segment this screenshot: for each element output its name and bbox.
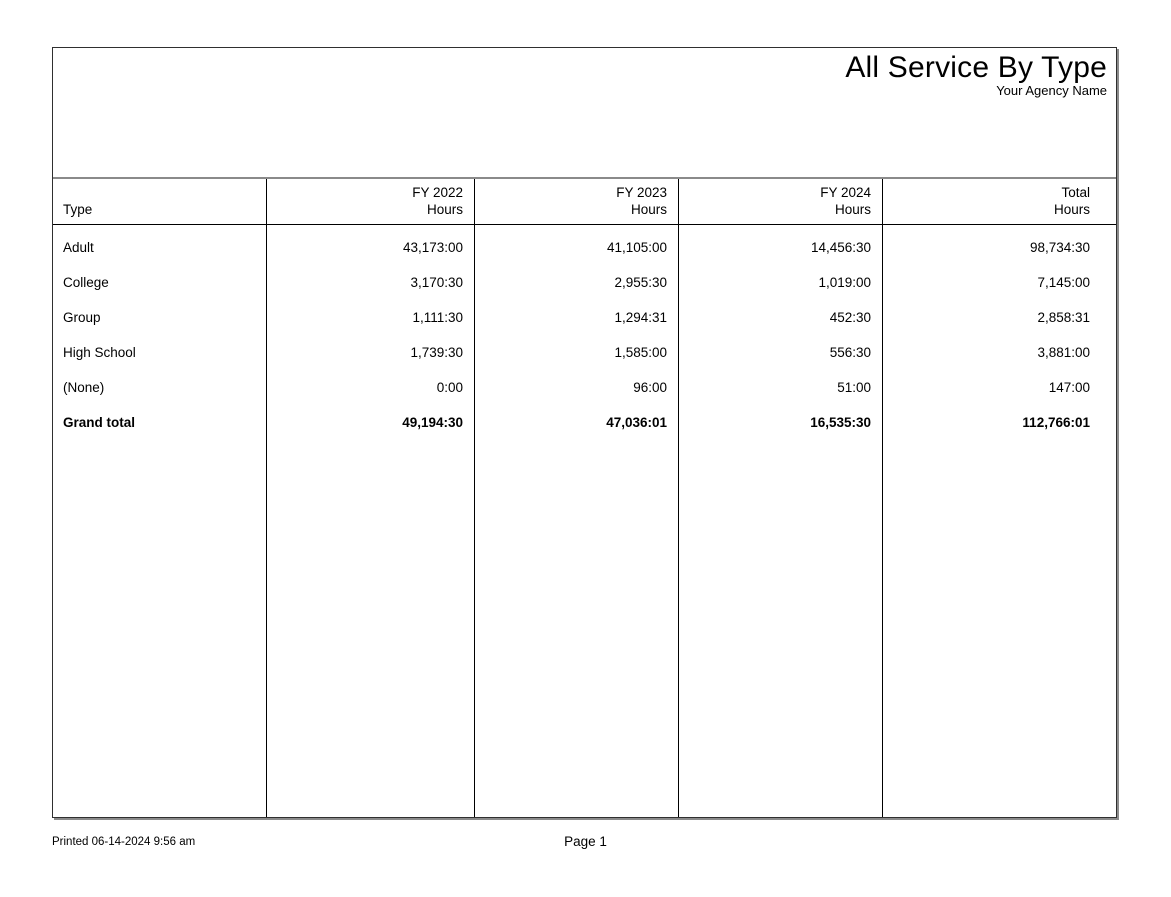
fy2024-cell: 556:30	[829, 345, 871, 360]
table-body	[53, 226, 1116, 436]
fy2023-cell: 1,294:31	[614, 310, 667, 325]
fy2023-cell: 2,955:30	[614, 275, 667, 290]
total-cell: 98,734:30	[1029, 240, 1090, 255]
table-row	[53, 261, 1116, 296]
fy2024-cell: 452:30	[829, 310, 871, 325]
table-row	[53, 366, 1116, 401]
fy2022-cell: 49,194:30	[402, 415, 463, 430]
fy2022-cell: 1,739:30	[410, 345, 463, 360]
column-header-line2: Hours	[630, 202, 667, 217]
table-row	[53, 226, 1116, 261]
grand-total-row	[53, 401, 1116, 436]
column-header-line1: FY 2023	[616, 185, 667, 200]
printed-timestamp: Printed 06-14-2024 9:56 am	[52, 836, 196, 848]
fy2022-cell: 3,170:30	[410, 275, 463, 290]
report-frame	[52, 47, 1117, 818]
column-header-fy2024	[679, 184, 883, 224]
type-cell: Adult	[63, 240, 94, 255]
fy2024-cell: 16,535:30	[810, 415, 871, 430]
fy2024-cell: 51:00	[837, 380, 871, 395]
column-header-line1: Total	[1061, 185, 1090, 200]
column-header-fy2022	[267, 184, 475, 224]
column-header-line2: Hours	[1053, 202, 1090, 217]
fy2024-cell: 14,456:30	[810, 240, 871, 255]
report-subtitle: Your Agency Name	[996, 83, 1107, 98]
fy2023-cell: 1,585:00	[614, 345, 667, 360]
column-header-line1: FY 2022	[412, 185, 463, 200]
total-cell: 112,766:01	[1022, 415, 1090, 430]
report-header	[53, 48, 1116, 179]
type-cell: College	[63, 275, 109, 290]
type-cell: Grand total	[63, 415, 136, 430]
fy2023-cell: 47,036:01	[606, 415, 667, 430]
type-cell: (None)	[63, 380, 105, 395]
fy2022-cell: 1,111:30	[412, 310, 463, 325]
fy2022-cell: 0:00	[436, 380, 463, 395]
column-header-total	[883, 184, 1116, 224]
table-header-row	[53, 181, 1116, 225]
fy2023-cell: 96:00	[633, 380, 667, 395]
total-cell: 7,145:00	[1037, 275, 1090, 290]
total-cell: 147:00	[1048, 380, 1090, 395]
column-header-type: Type	[63, 202, 93, 217]
fy2022-cell: 43,173:00	[402, 240, 463, 255]
fy2023-cell: 41,105:00	[606, 240, 667, 255]
page-number: Page 1	[564, 834, 607, 849]
column-header-line1: FY 2024	[820, 185, 871, 200]
total-cell: 3,881:00	[1037, 345, 1090, 360]
column-header-line2: Hours	[834, 202, 871, 217]
type-cell: Group	[63, 310, 101, 325]
total-cell: 2,858:31	[1037, 310, 1090, 325]
column-header-fy2023	[475, 184, 679, 224]
fy2024-cell: 1,019:00	[818, 275, 871, 290]
type-cell: High School	[63, 345, 136, 360]
report-title: All Service By Type	[845, 51, 1107, 84]
column-header-line2: Hours	[426, 202, 463, 217]
table-row	[53, 296, 1116, 331]
table-row	[53, 331, 1116, 366]
